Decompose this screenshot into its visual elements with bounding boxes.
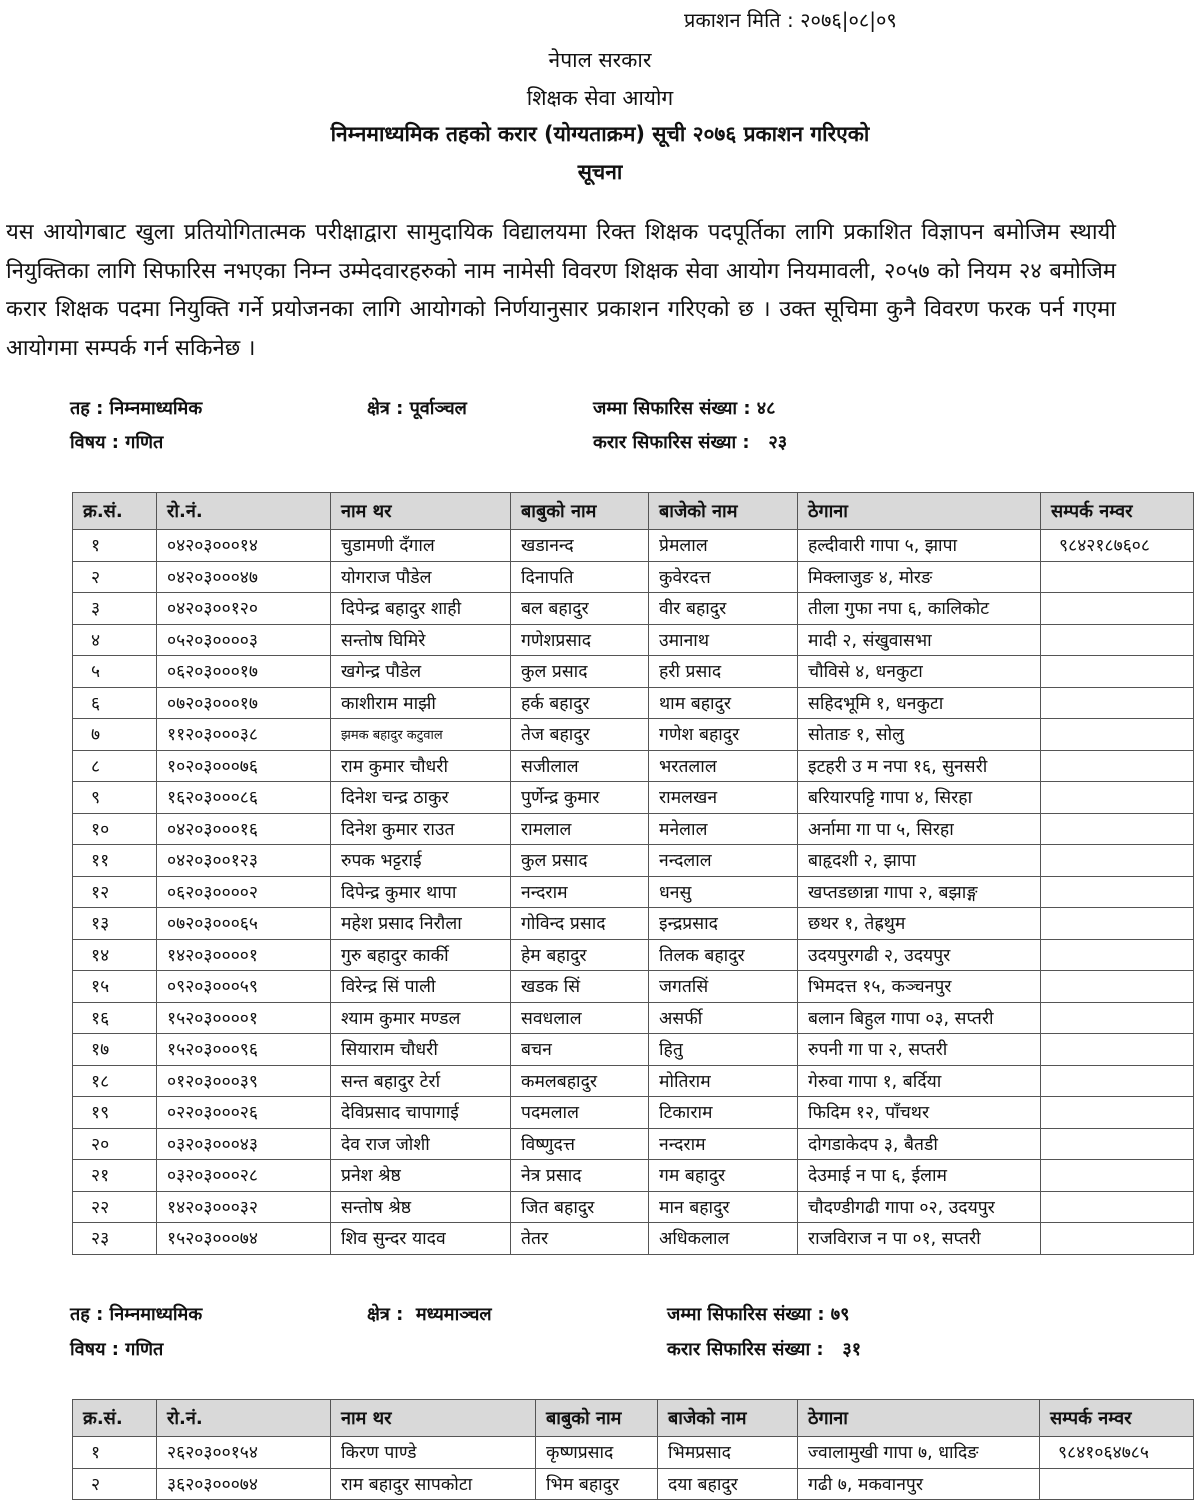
- full-name-cell: खगेन्द्र पौडेल: [331, 656, 511, 688]
- full-name-cell: सियाराम चौधरी: [331, 1034, 511, 1066]
- contact-number-cell: [1041, 1128, 1194, 1160]
- table-row: [73, 1097, 1194, 1129]
- grandfather-name-cell: थाम बहादुर: [649, 687, 798, 719]
- address-cell: इटहरी उ म नपा १६, सुनसरी: [798, 750, 1041, 782]
- section2-level: तह : निम्नमाध्यमिक: [70, 1304, 203, 1325]
- roll-number-cell: ०४२०३००१२०: [157, 593, 331, 625]
- table-row: [73, 593, 1194, 625]
- address-cell: तीला गुफा नपा ६, कालिकोट: [798, 593, 1041, 625]
- father-name-cell: सजीलाल: [511, 750, 649, 782]
- grandfather-name-cell: नन्दलाल: [649, 845, 798, 877]
- full-name-cell: सन्तोष घिमिरे: [331, 624, 511, 656]
- contact-number-cell: [1041, 1065, 1194, 1097]
- grandfather-name-cell: इन्द्रप्रसाद: [649, 908, 798, 940]
- full-name-cell: चुडामणी दँगाल: [331, 530, 511, 562]
- serial-number-cell: २३: [73, 1223, 157, 1255]
- father-name-cell: पदमलाल: [511, 1097, 649, 1129]
- roll-number-cell: ०४२०३००१२३: [157, 845, 331, 877]
- grandfather-name-cell: तिलक बहादुर: [649, 939, 798, 971]
- grandfather-name-cell: रामलखन: [649, 782, 798, 814]
- grandfather-name-cell: हितु: [649, 1034, 798, 1066]
- serial-number-cell: २२: [73, 1191, 157, 1223]
- notice-paragraph: यस आयोगबाट खुला प्रतियोगितात्मक परीक्षाद्वारा सामुदायिक विद्यालयमा रिक्त शिक्षक पदपूर्तिका लागि प्रकाशित विज्ञापन बमोजिम स्थायी नियुक्तिका लागि सिफारिस नभएका निम्न उम्मेदवारहरुको नाम नामेसी विवरण शिक्षक सेवा आयोग नियमावली, २०५७ को नियम २४ बमोजिम करार शिक्षक पदमा नियुक्ति गर्ने प्रयोजनका लागि आयोगको निर्णयानुसार प्रकाशन गरिएको छ । उक्त सूचिमा कुनै विवरण फरक पर्न गएमा आयोगमा सम्पर्क गर्न सकिनेछ ।: [6, 220, 1116, 361]
- serial-number-cell: १: [73, 1437, 157, 1469]
- roll-number-cell: ०३२०३०००२८: [157, 1160, 331, 1192]
- table-row: [73, 1002, 1194, 1034]
- grandfather-name-cell: अधिकलाल: [649, 1223, 798, 1255]
- serial-number-cell: २: [73, 561, 157, 593]
- roll-number-cell: ०९२०३०००५९: [157, 971, 331, 1003]
- father-name-cell: खडक सिं: [511, 971, 649, 1003]
- publication-date: प्रकाशन मिति : २०७६|०८|०९: [684, 8, 897, 32]
- column-header-full-name: नाम थर: [331, 493, 511, 530]
- father-name-cell: पुर्णेन्द्र कुमार: [511, 782, 649, 814]
- address-cell: फिदिम १२, पाँचथर: [798, 1097, 1041, 1129]
- full-name-cell: महेश प्रसाद निरौला: [331, 908, 511, 940]
- address-cell: गढी ७, मकवानपुर: [798, 1468, 1040, 1500]
- address-cell: मिक्लाजुङ ४, मोरङ: [798, 561, 1041, 593]
- full-name-cell: दिनेश चन्द्र ठाकुर: [331, 782, 511, 814]
- father-name-cell: भिम बहादुर: [536, 1468, 658, 1500]
- section1-subject: विषय : गणित: [70, 432, 164, 453]
- roll-number-cell: १४२०३००००१: [157, 939, 331, 971]
- serial-number-cell: ३: [73, 593, 157, 625]
- address-cell: बरियारपट्टि गापा ४, सिरहा: [798, 782, 1041, 814]
- serial-number-cell: १८: [73, 1065, 157, 1097]
- father-name-cell: दिनापति: [511, 561, 649, 593]
- grandfather-name-cell: टिकाराम: [649, 1097, 798, 1129]
- table-row: [73, 624, 1194, 656]
- column-header-serial-number: क्र.सं.: [73, 493, 157, 530]
- table-row: [73, 813, 1194, 845]
- contact-number-cell: [1041, 782, 1194, 814]
- contact-number-cell: [1041, 624, 1194, 656]
- full-name-cell: सन्तोष श्रेष्ठ: [331, 1191, 511, 1223]
- table-header-row: [73, 1400, 1194, 1437]
- address-cell: बाहृदशी २, झापा: [798, 845, 1041, 877]
- full-name-cell: सन्त बहादुर टेर्रा: [331, 1065, 511, 1097]
- contact-number-cell: [1040, 1468, 1194, 1500]
- serial-number-cell: २०: [73, 1128, 157, 1160]
- roll-number-cell: १५२०३००००१: [157, 1002, 331, 1034]
- father-name-cell: कुल प्रसाद: [511, 845, 649, 877]
- grandfather-name-cell: नन्दराम: [649, 1128, 798, 1160]
- commission-name: शिक्षक सेवा आयोग: [526, 86, 674, 110]
- full-name-cell: काशीराम माझी: [331, 687, 511, 719]
- full-name-cell: शिव सुन्दर यादव: [331, 1223, 511, 1255]
- roll-number-cell: ०७२०३०००१७: [157, 687, 331, 719]
- table-row: [73, 1437, 1194, 1469]
- table-row: [73, 876, 1194, 908]
- table-row: [73, 782, 1194, 814]
- column-header-father-name: बाबुको नाम: [511, 493, 649, 530]
- serial-number-cell: ९: [73, 782, 157, 814]
- full-name-cell: दिनेश कुमार राउत: [331, 813, 511, 845]
- contact-number-cell: [1041, 908, 1194, 940]
- grandfather-name-cell: कुवेरदत्त: [649, 561, 798, 593]
- grandfather-name-cell: दया बहादुर: [658, 1468, 798, 1500]
- father-name-cell: नेत्र प्रसाद: [511, 1160, 649, 1192]
- full-name-cell: किरण पाण्डे: [331, 1437, 536, 1469]
- father-name-cell: कुल प्रसाद: [511, 656, 649, 688]
- serial-number-cell: १२: [73, 876, 157, 908]
- document-title: निम्नमाध्यमिक तहको करार (योग्यताक्रम) सूची २०७६ प्रकाशन गरिएको: [330, 122, 870, 146]
- column-header-grandfather-name: बाजेको नाम: [658, 1400, 798, 1437]
- table-row: [73, 1128, 1194, 1160]
- grandfather-name-cell: वीर बहादुर: [649, 593, 798, 625]
- roll-number-cell: १५२०३०००९६: [157, 1034, 331, 1066]
- full-name-cell: राम बहादुर सापकोटा: [331, 1468, 536, 1500]
- grandfather-name-cell: जगतसिं: [649, 971, 798, 1003]
- table-body: [73, 1437, 1194, 1500]
- father-name-cell: हर्क बहादुर: [511, 687, 649, 719]
- address-cell: ज्वालामुखी गापा ७, धादिङ: [798, 1437, 1040, 1469]
- candidate-table-purwanchal: [72, 492, 1194, 1255]
- grandfather-name-cell: भिमप्रसाद: [658, 1437, 798, 1469]
- full-name-cell: विरेन्द्र सिं पाली: [331, 971, 511, 1003]
- father-name-cell: रामलाल: [511, 813, 649, 845]
- full-name-cell: दिपेन्द्र कुमार थापा: [331, 876, 511, 908]
- column-header-address: ठेगाना: [798, 1400, 1040, 1437]
- address-cell: राजविराज न पा ०१, सप्तरी: [798, 1223, 1041, 1255]
- column-header-full-name: नाम थर: [331, 1400, 536, 1437]
- grandfather-name-cell: मनेलाल: [649, 813, 798, 845]
- father-name-cell: बचन: [511, 1034, 649, 1066]
- serial-number-cell: १६: [73, 1002, 157, 1034]
- address-cell: भिमदत्त १५, कञ्चनपुर: [798, 971, 1041, 1003]
- address-cell: रुपनी गा पा २, सप्तरी: [798, 1034, 1041, 1066]
- address-cell: चौविसे ४, धनकुटा: [798, 656, 1041, 688]
- contact-number-cell: [1041, 719, 1194, 751]
- roll-number-cell: १०२०३०००७६: [157, 750, 331, 782]
- column-header-grandfather-name: बाजेको नाम: [649, 493, 798, 530]
- column-header-contact-number: सम्पर्क नम्वर: [1041, 493, 1194, 530]
- government-name: नेपाल सरकार: [548, 48, 652, 72]
- roll-number-cell: ०६२०३०००१७: [157, 656, 331, 688]
- roll-number-cell: १६२०३०००८६: [157, 782, 331, 814]
- contact-number-cell: [1041, 561, 1194, 593]
- full-name-cell: प्रनेश श्रेष्ठ: [331, 1160, 511, 1192]
- contact-number-cell: ९८४१०६४७८५: [1040, 1437, 1194, 1469]
- contact-number-cell: [1041, 750, 1194, 782]
- address-cell: चौदण्डीगढी गापा ०२, उदयपुर: [798, 1191, 1041, 1223]
- table-row: [73, 561, 1194, 593]
- roll-number-cell: ०१२०३०००३९: [157, 1065, 331, 1097]
- serial-number-cell: ५: [73, 656, 157, 688]
- grandfather-name-cell: हरी प्रसाद: [649, 656, 798, 688]
- table-row: [73, 687, 1194, 719]
- full-name-cell: रुपक भट्टराई: [331, 845, 511, 877]
- serial-number-cell: १३: [73, 908, 157, 940]
- father-name-cell: कमलबहादुर: [511, 1065, 649, 1097]
- serial-number-cell: ६: [73, 687, 157, 719]
- table-row: [73, 1160, 1194, 1192]
- father-name-cell: हेम बहादुर: [511, 939, 649, 971]
- address-cell: दोगडाकेदप ३, बैतडी: [798, 1128, 1041, 1160]
- roll-number-cell: ०६२०३००००२: [157, 876, 331, 908]
- serial-number-cell: ८: [73, 750, 157, 782]
- column-header-roll-number: रो.नं.: [157, 493, 331, 530]
- contact-number-cell: [1041, 876, 1194, 908]
- full-name-cell: देव राज जोशी: [331, 1128, 511, 1160]
- address-cell: अर्नामा गा पा ५, सिरहा: [798, 813, 1041, 845]
- section2-total-recommended: जम्मा सिफारिस संख्या : ७९: [667, 1304, 850, 1325]
- contact-number-cell: [1041, 656, 1194, 688]
- column-header-roll-number: रो.नं.: [157, 1400, 331, 1437]
- table-row: [73, 908, 1194, 940]
- table-row: [73, 656, 1194, 688]
- section1-region: क्षेत्र : पूर्वाञ्चल: [367, 398, 467, 419]
- contact-number-cell: [1041, 813, 1194, 845]
- serial-number-cell: २: [73, 1468, 157, 1500]
- contact-number-cell: [1041, 971, 1194, 1003]
- section1-level: तह : निम्नमाध्यमिक: [70, 398, 203, 419]
- table-header-row: [73, 493, 1194, 530]
- father-name-cell: तेतर: [511, 1223, 649, 1255]
- address-cell: सोताङ १, सोलु: [798, 719, 1041, 751]
- table-row: [73, 719, 1194, 751]
- grandfather-name-cell: मोतिराम: [649, 1065, 798, 1097]
- serial-number-cell: १५: [73, 971, 157, 1003]
- contact-number-cell: [1041, 593, 1194, 625]
- contact-number-cell: [1041, 1160, 1194, 1192]
- section2-subject: विषय : गणित: [70, 1339, 164, 1360]
- column-header-contact-number: सम्पर्क नम्वर: [1040, 1400, 1194, 1437]
- address-cell: खप्तडछान्ना गापा २, बझाङ्ग: [798, 876, 1041, 908]
- section1-total-recommended: जम्मा सिफारिस संख्या : ४८: [593, 398, 776, 419]
- father-name-cell: बल बहादुर: [511, 593, 649, 625]
- serial-number-cell: २१: [73, 1160, 157, 1192]
- address-cell: उदयपुरगढी २, उदयपुर: [798, 939, 1041, 971]
- table-row: [73, 1223, 1194, 1255]
- table-row: [73, 1034, 1194, 1066]
- roll-number-cell: ०४२०३०००१६: [157, 813, 331, 845]
- table-row: [73, 1191, 1194, 1223]
- father-name-cell: खडानन्द: [511, 530, 649, 562]
- father-name-cell: गणेशप्रसाद: [511, 624, 649, 656]
- column-header-address: ठेगाना: [798, 493, 1041, 530]
- full-name-cell: झमक बहादुर कटुवाल: [331, 719, 511, 751]
- section1-contract-recommended: करार सिफारिस संख्या : २३: [593, 432, 788, 453]
- address-cell: बलान बिहुल गापा ०३, सप्तरी: [798, 1002, 1041, 1034]
- roll-number-cell: १५२०३०००७४: [157, 1223, 331, 1255]
- grandfather-name-cell: भरतलाल: [649, 750, 798, 782]
- table-row: [73, 1468, 1194, 1500]
- address-cell: गेरुवा गापा १, बर्दिया: [798, 1065, 1041, 1097]
- roll-number-cell: ११२०३०००३८: [157, 719, 331, 751]
- roll-number-cell: ०४२०३०००४७: [157, 561, 331, 593]
- table-row: [73, 530, 1194, 562]
- roll-number-cell: ३६२०३०००७४: [157, 1468, 331, 1500]
- table-row: [73, 1065, 1194, 1097]
- section2-contract-recommended: करार सिफारिस संख्या : ३१: [667, 1339, 862, 1360]
- serial-number-cell: १०: [73, 813, 157, 845]
- roll-number-cell: ०५२०३००००३: [157, 624, 331, 656]
- address-cell: मादी २, संखुवासभा: [798, 624, 1041, 656]
- full-name-cell: योगराज पौडेल: [331, 561, 511, 593]
- contact-number-cell: [1041, 1034, 1194, 1066]
- address-cell: सहिदभूमि १, धनकुटा: [798, 687, 1041, 719]
- full-name-cell: गुरु बहादुर कार्की: [331, 939, 511, 971]
- grandfather-name-cell: गणेश बहादुर: [649, 719, 798, 751]
- serial-number-cell: १: [73, 530, 157, 562]
- notice-heading: सूचना: [577, 160, 623, 184]
- contact-number-cell: [1041, 1002, 1194, 1034]
- grandfather-name-cell: धनसु: [649, 876, 798, 908]
- father-name-cell: तेज बहादुर: [511, 719, 649, 751]
- full-name-cell: राम कुमार चौधरी: [331, 750, 511, 782]
- roll-number-cell: १४२०३०००३२: [157, 1191, 331, 1223]
- table-row: [73, 845, 1194, 877]
- father-name-cell: सवधलाल: [511, 1002, 649, 1034]
- serial-number-cell: ७: [73, 719, 157, 751]
- table-body: [73, 530, 1194, 1255]
- father-name-cell: जित बहादुर: [511, 1191, 649, 1223]
- grandfather-name-cell: असर्फी: [649, 1002, 798, 1034]
- serial-number-cell: १९: [73, 1097, 157, 1129]
- serial-number-cell: ४: [73, 624, 157, 656]
- serial-number-cell: १७: [73, 1034, 157, 1066]
- contact-number-cell: ९८४२१८७६०८: [1041, 530, 1194, 562]
- father-name-cell: कृष्णप्रसाद: [536, 1437, 658, 1469]
- contact-number-cell: [1041, 687, 1194, 719]
- serial-number-cell: १४: [73, 939, 157, 971]
- contact-number-cell: [1041, 1097, 1194, 1129]
- grandfather-name-cell: प्रेमलाल: [649, 530, 798, 562]
- column-header-serial-number: क्र.सं.: [73, 1400, 157, 1437]
- grandfather-name-cell: उमानाथ: [649, 624, 798, 656]
- father-name-cell: नन्दराम: [511, 876, 649, 908]
- contact-number-cell: [1041, 1223, 1194, 1255]
- father-name-cell: विष्णुदत्त: [511, 1128, 649, 1160]
- address-cell: हल्दीवारी गापा ५, झापा: [798, 530, 1041, 562]
- roll-number-cell: ०३२०३०००४३: [157, 1128, 331, 1160]
- roll-number-cell: ०२२०३०००२६: [157, 1097, 331, 1129]
- grandfather-name-cell: मान बहादुर: [649, 1191, 798, 1223]
- contact-number-cell: [1041, 845, 1194, 877]
- candidate-table-madhyamanchal: [72, 1399, 1194, 1500]
- address-cell: देउमाई न पा ६, ईलाम: [798, 1160, 1041, 1192]
- contact-number-cell: [1041, 939, 1194, 971]
- roll-number-cell: ०७२०३०००६५: [157, 908, 331, 940]
- table-row: [73, 971, 1194, 1003]
- address-cell: छथर १, तेह्रथुम: [798, 908, 1041, 940]
- table-row: [73, 750, 1194, 782]
- section2-region: क्षेत्र : मध्यमाञ्चल: [367, 1304, 492, 1325]
- father-name-cell: गोविन्द प्रसाद: [511, 908, 649, 940]
- contact-number-cell: [1041, 1191, 1194, 1223]
- grandfather-name-cell: गम बहादुर: [649, 1160, 798, 1192]
- full-name-cell: श्याम कुमार मण्डल: [331, 1002, 511, 1034]
- roll-number-cell: ०४२०३०००१४: [157, 530, 331, 562]
- column-header-father-name: बाबुको नाम: [536, 1400, 658, 1437]
- full-name-cell: देविप्रसाद चापागाई: [331, 1097, 511, 1129]
- serial-number-cell: ११: [73, 845, 157, 877]
- table-row: [73, 939, 1194, 971]
- roll-number-cell: २६२०३००१५४: [157, 1437, 331, 1469]
- full-name-cell: दिपेन्द्र बहादुर शाही: [331, 593, 511, 625]
